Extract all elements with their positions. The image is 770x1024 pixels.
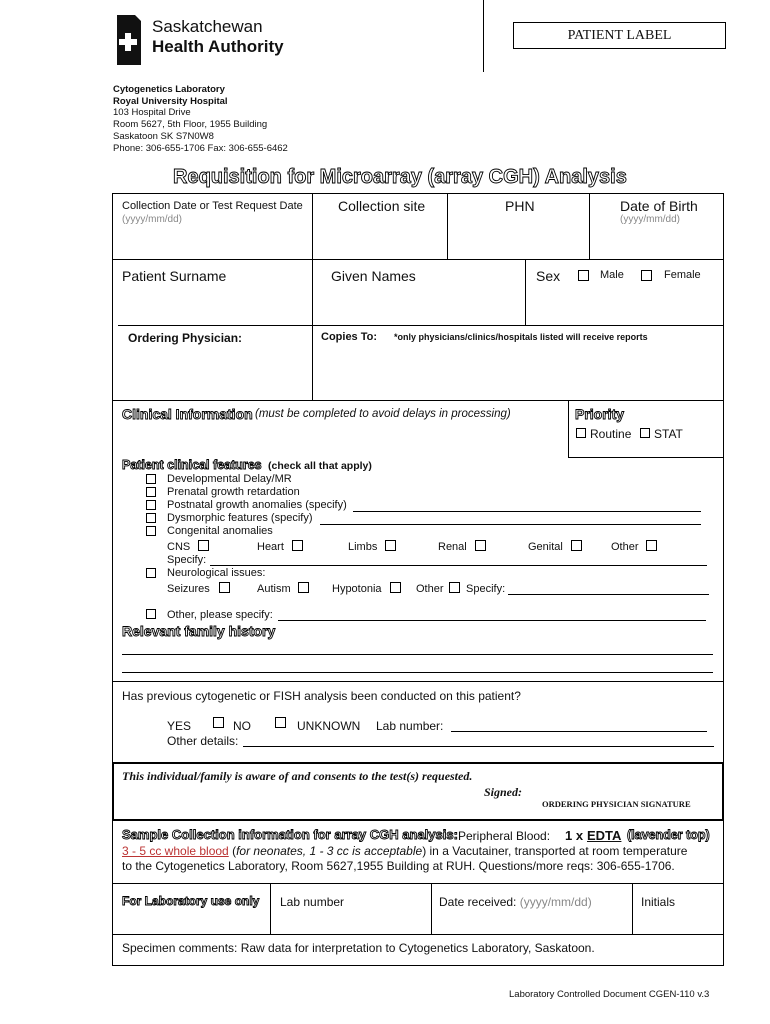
dob-label: Date of Birth: [620, 198, 698, 214]
priority-label: Priority: [575, 406, 625, 422]
org-name-line2: Health Authority: [152, 37, 284, 56]
lavender-top-label: (lavender top): [627, 828, 710, 842]
yes-label: YES: [167, 719, 192, 733]
ordering-physician-field[interactable]: [114, 350, 310, 398]
routine-label: Routine: [590, 427, 632, 441]
phn-field[interactable]: [449, 218, 587, 257]
copies-to-label: Copies To:: [321, 331, 378, 343]
female-label: Female: [664, 269, 701, 281]
other-details-line[interactable]: [243, 746, 714, 747]
anomaly-specify-line[interactable]: [210, 565, 707, 566]
neuro-specify-line[interactable]: [508, 594, 709, 595]
neuro-label: Neurological issues:: [167, 567, 266, 579]
address-line: Saskatoon SK S7N0W8: [113, 130, 214, 142]
sample-line3: to the Cytogenetics Laboratory, Room 5627,1955 Building at RUH. Questions/more reqs: 306-655-1706.: [122, 859, 675, 873]
neuro-checkbox[interactable]: [146, 568, 156, 578]
header-divider: [483, 0, 484, 72]
anomaly-label: Heart: [257, 541, 284, 553]
address-line: Phone: 306-655-1706 Fax: 306-655-6462: [113, 142, 288, 154]
feature-item: Prenatal growth retardation: [167, 486, 300, 498]
autism-checkbox[interactable]: [298, 582, 309, 593]
sample-collection-title: Sample Collection information for array CGH analysis:: [122, 827, 458, 842]
sex-label: Sex: [536, 268, 561, 284]
clinical-info-title: Clinical Information: [122, 406, 253, 422]
date-received-label: Date received:: [439, 895, 517, 909]
family-history-title: Relevant family history: [122, 623, 276, 639]
org-name-line1: Saskatchewan: [152, 17, 263, 36]
date-received-format: (yyyy/mm/dd): [519, 895, 592, 909]
limbs-checkbox[interactable]: [385, 540, 396, 551]
given-names-label: Given Names: [331, 268, 416, 284]
paren-open: (: [232, 844, 237, 858]
lab-number-label: Lab number:: [376, 719, 444, 733]
neuro-item-label: Seizures: [167, 583, 210, 595]
other-anomaly-checkbox[interactable]: [646, 540, 657, 551]
surname-field[interactable]: [114, 286, 310, 323]
other-neuro-checkbox[interactable]: [449, 582, 460, 593]
dob-format: (yyyy/mm/dd): [620, 214, 680, 225]
specimen-comments: Specimen comments: Raw data for interpretation to Cytogenetics Laboratory, Saskatoon.: [122, 941, 595, 955]
collection-site-label: Collection site: [338, 198, 426, 214]
feature-checkbox[interactable]: [146, 513, 156, 523]
lab-use-label: For Laboratory use only: [122, 894, 260, 908]
signature-label: ORDERING PHYSICIAN SIGNATURE: [542, 799, 691, 809]
peripheral-blood-label: Peripheral Blood:: [458, 829, 551, 843]
yes-checkbox[interactable]: [213, 717, 224, 728]
family-history-line[interactable]: [122, 672, 713, 673]
clinical-features-note: (check all that apply): [268, 460, 372, 472]
document-footer: Laboratory Controlled Document CGEN-110 v.3: [509, 989, 710, 1000]
signature-field[interactable]: [530, 783, 710, 797]
other-specify-line[interactable]: [278, 620, 706, 621]
collection-date-format: (yyyy/mm/dd): [122, 214, 182, 225]
blood-qty: 1 x: [565, 828, 584, 843]
blood-volume: 3 - 5 cc whole blood: [122, 844, 229, 858]
stat-checkbox[interactable]: [640, 428, 650, 438]
feature-item: Postnatal growth anomalies (specify): [167, 499, 347, 511]
given-names-field[interactable]: [314, 286, 523, 323]
unknown-label: UNKNOWN: [297, 719, 361, 733]
neuro-item-label: Autism: [257, 583, 291, 595]
dysmorphic-specify-line[interactable]: [320, 524, 701, 525]
initials-label: Initials: [641, 895, 676, 909]
anomaly-label: Renal: [438, 541, 467, 553]
neuro-specify-label: Specify:: [466, 583, 506, 595]
clinical-info-note: (must be completed to avoid delays in processing): [255, 408, 511, 420]
hypotonia-checkbox[interactable]: [390, 582, 401, 593]
anomaly-label: Other: [611, 541, 639, 553]
feature-item: Dysmorphic features (specify): [167, 512, 313, 524]
lab-number-line[interactable]: [451, 731, 707, 732]
renal-checkbox[interactable]: [475, 540, 486, 551]
dob-field[interactable]: [591, 228, 721, 257]
feature-checkbox[interactable]: [146, 526, 156, 536]
genital-checkbox[interactable]: [571, 540, 582, 551]
collection-date-label: Collection Date or Test Request Date: [122, 200, 303, 212]
transport-note: ) in a Vacutainer, transported at room temperature: [422, 844, 688, 858]
feature-item: Developmental Delay/MR: [167, 473, 292, 485]
copies-to-field[interactable]: [314, 350, 721, 398]
lab-number-header: Lab number: [280, 895, 345, 909]
neonate-note: for neonates, 1 - 3 cc is acceptable: [236, 844, 423, 858]
anomaly-label: Genital: [528, 541, 563, 553]
feature-checkbox[interactable]: [146, 487, 156, 497]
other-specify-checkbox[interactable]: [146, 609, 156, 619]
male-label: Male: [600, 269, 624, 281]
anomaly-label: CNS: [167, 541, 191, 553]
patient-label-box: [513, 22, 726, 49]
sha-logo: [113, 15, 145, 65]
patient-label-text: PATIENT LABEL: [567, 28, 672, 43]
clinical-features-title: Patient clinical features: [122, 458, 262, 472]
feature-item: Congenital anomalies: [167, 525, 273, 537]
form-title: Requisition for Microarray (array CGH) Analysis: [173, 166, 627, 188]
anomaly-label: Limbs: [348, 541, 378, 553]
feature-checkbox[interactable]: [146, 474, 156, 484]
sample-line2: [122, 844, 687, 858]
lab-address: [113, 84, 288, 154]
collection-date-field[interactable]: [114, 228, 310, 257]
phn-label: PHN: [505, 198, 535, 214]
neuro-item-label: Other: [416, 583, 444, 595]
feature-checkbox[interactable]: [146, 500, 156, 510]
male-checkbox[interactable]: [578, 270, 589, 281]
stat-label: STAT: [654, 427, 683, 441]
signed-label: Signed:: [484, 785, 523, 799]
address-line: 103 Hospital Drive: [113, 107, 191, 119]
heart-checkbox[interactable]: [292, 540, 303, 551]
date-received: [439, 895, 592, 909]
neuro-item-label: Hypotonia: [332, 583, 382, 595]
cns-checkbox[interactable]: [198, 540, 209, 551]
routine-checkbox[interactable]: [576, 428, 586, 438]
edta-label: EDTA: [587, 828, 622, 843]
copies-to-note: *only physicians/clinics/hospitals listed will receive reports: [394, 332, 648, 342]
anomaly-specify-label: Specify:: [167, 554, 207, 566]
previous-analysis-question: Has previous cytogenetic or FISH analysis been conducted on this patient?: [122, 689, 521, 703]
female-checkbox[interactable]: [641, 270, 652, 281]
consent-text: This individual/family is aware of and consents to the test(s) requested.: [122, 769, 473, 783]
postnatal-specify-line[interactable]: [353, 511, 701, 512]
seizures-checkbox[interactable]: [219, 582, 230, 593]
family-history-line[interactable]: [122, 654, 713, 655]
other-specify-label: Other, please specify:: [167, 609, 273, 621]
ordering-physician-label: Ordering Physician:: [128, 331, 243, 345]
no-checkbox[interactable]: [275, 717, 286, 728]
collection-site-field[interactable]: [314, 218, 445, 257]
address-line: Royal University Hospital: [113, 95, 228, 107]
surname-label: Patient Surname: [122, 268, 227, 284]
no-label: NO: [233, 719, 251, 733]
address-line: Cytogenetics Laboratory: [113, 84, 225, 95]
other-details-label: Other details:: [167, 734, 239, 748]
address-line: Room 5627, 5th Floor, 1955 Building: [113, 119, 268, 131]
